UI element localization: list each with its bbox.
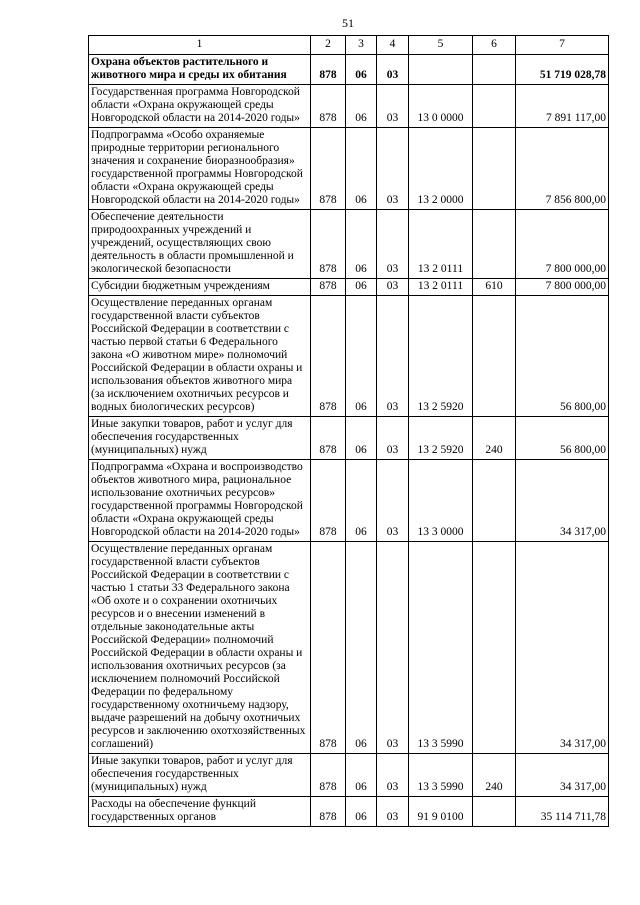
expense-type-cell — [473, 85, 516, 128]
column-header: 5 — [409, 36, 473, 55]
row-title-cell: Иные закупки товаров, работ и услуг для обеспечения государственных (муниципальных) нужд — [89, 754, 311, 797]
amount-cell: 34 317,00 — [516, 754, 609, 797]
grbs-code-cell: 878 — [311, 210, 346, 279]
subsection-code-cell: 03 — [377, 210, 409, 279]
table-row — [89, 797, 609, 827]
section-code-cell: 06 — [346, 279, 377, 296]
grbs-code-cell: 878 — [311, 417, 346, 460]
target-article-cell: 13 3 0000 — [409, 460, 473, 542]
amount-cell: 7 856 800,00 — [516, 128, 609, 210]
grbs-code-cell: 878 — [311, 128, 346, 210]
table-row — [89, 417, 609, 460]
amount-cell: 34 317,00 — [516, 460, 609, 542]
column-header: 6 — [473, 36, 516, 55]
section-code-cell: 06 — [346, 797, 377, 827]
budget-table-body — [89, 36, 609, 827]
target-article-cell: 13 2 0000 — [409, 128, 473, 210]
section-code-cell: 06 — [346, 754, 377, 797]
section-code-cell: 06 — [346, 85, 377, 128]
target-article-cell: 13 2 0111 — [409, 279, 473, 296]
table-row — [89, 55, 609, 85]
expense-type-cell — [473, 296, 516, 417]
budget-table — [88, 35, 609, 827]
amount-cell: 34 317,00 — [516, 542, 609, 754]
amount-cell: 56 800,00 — [516, 417, 609, 460]
page-sheet — [88, 16, 608, 827]
amount-cell: 7 800 000,00 — [516, 279, 609, 296]
target-article-cell — [409, 55, 473, 85]
expense-type-cell: 240 — [473, 754, 516, 797]
expense-type-cell — [473, 210, 516, 279]
table-row — [89, 542, 609, 754]
expense-type-cell — [473, 128, 516, 210]
amount-cell: 7 800 000,00 — [516, 210, 609, 279]
page-number: 51 — [342, 16, 354, 30]
subsection-code-cell: 03 — [377, 460, 409, 542]
row-title-cell: Осуществление переданных органам государственной власти субъектов Российской Федерации в соответствии с частью 1 статьи 33 Федерального закона «Об охоте и о сохранении охотничьих ресурсов и о внесении изменений в отдельные законодательные акты Российской Федерации» полномочий Российской Федерации в области охраны и использования охотничьих ресурсов (за исключением полномочий Российской Федерации по федеральному государственному охотничьему надзору, выдаче разрешений на добычу охотничьих ресурсов и заключению охотхозяйственных соглашений) — [89, 542, 311, 754]
expense-type-cell — [473, 797, 516, 827]
grbs-code-cell: 878 — [311, 279, 346, 296]
target-article-cell: 91 9 0100 — [409, 797, 473, 827]
subsection-code-cell: 03 — [377, 754, 409, 797]
table-row — [89, 296, 609, 417]
section-code-cell: 06 — [346, 210, 377, 279]
amount-cell: 7 891 117,00 — [516, 85, 609, 128]
expense-type-cell — [473, 460, 516, 542]
row-title-cell: Государственная программа Новгородской области «Охрана окружающей среды Новгородской области на 2014-2020 годы» — [89, 85, 311, 128]
row-title-cell: Обеспечение деятельности природоохранных учреждений и учреждений, осуществляющих свою деятельность в области промышленной и экологической безопасности — [89, 210, 311, 279]
amount-cell: 56 800,00 — [516, 296, 609, 417]
row-title-cell: Расходы на обеспечение функций государственных органов — [89, 797, 311, 827]
subsection-code-cell: 03 — [377, 85, 409, 128]
row-title-cell: Иные закупки товаров, работ и услуг для обеспечения государственных (муниципальных) нужд — [89, 417, 311, 460]
row-title-cell: Подпрограмма «Особо охраняемые природные территории регионального значения и сохранение биоразнообразия» государственной программы Новгородской области «Охрана окружающей среды Новгородской области на 2014-2020 годы» — [89, 128, 311, 210]
column-header: 3 — [346, 36, 377, 55]
expense-type-cell — [473, 55, 516, 85]
table-row — [89, 128, 609, 210]
amount-cell: 51 719 028,78 — [516, 55, 609, 85]
expense-type-cell: 610 — [473, 279, 516, 296]
subsection-code-cell: 03 — [377, 279, 409, 296]
target-article-cell: 13 3 5990 — [409, 542, 473, 754]
target-article-cell: 13 2 5920 — [409, 296, 473, 417]
grbs-code-cell: 878 — [311, 296, 346, 417]
target-article-cell: 13 2 0111 — [409, 210, 473, 279]
table-header-row — [89, 36, 609, 55]
grbs-code-cell: 878 — [311, 754, 346, 797]
row-title-cell: Охрана объектов растительного и животного мира и среды их обитания — [89, 55, 311, 85]
target-article-cell: 13 0 0000 — [409, 85, 473, 128]
section-code-cell: 06 — [346, 542, 377, 754]
table-row — [89, 210, 609, 279]
row-title-cell: Подпрограмма «Охрана и воспроизводство объектов животного мира, рациональное использование охотничьих ресурсов» государственной программы Новгородской области «Охрана окружающей среды Новгородской области на 2014-2020 годы» — [89, 460, 311, 542]
table-row — [89, 460, 609, 542]
target-article-cell: 13 2 5920 — [409, 417, 473, 460]
column-header: 1 — [89, 36, 311, 55]
target-article-cell: 13 3 5990 — [409, 754, 473, 797]
subsection-code-cell: 03 — [377, 797, 409, 827]
grbs-code-cell: 878 — [311, 85, 346, 128]
subsection-code-cell: 03 — [377, 55, 409, 85]
table-row — [89, 85, 609, 128]
subsection-code-cell: 03 — [377, 542, 409, 754]
amount-cell: 35 114 711,78 — [516, 797, 609, 827]
section-code-cell: 06 — [346, 417, 377, 460]
column-header: 4 — [377, 36, 409, 55]
grbs-code-cell: 878 — [311, 797, 346, 827]
row-title-cell: Субсидии бюджетным учреждениям — [89, 279, 311, 296]
section-code-cell: 06 — [346, 55, 377, 85]
section-code-cell: 06 — [346, 460, 377, 542]
grbs-code-cell: 878 — [311, 542, 346, 754]
expense-type-cell: 240 — [473, 417, 516, 460]
subsection-code-cell: 03 — [377, 417, 409, 460]
grbs-code-cell: 878 — [311, 460, 346, 542]
table-row — [89, 279, 609, 296]
expense-type-cell — [473, 542, 516, 754]
subsection-code-cell: 03 — [377, 128, 409, 210]
table-row — [89, 754, 609, 797]
section-code-cell: 06 — [346, 128, 377, 210]
column-header: 2 — [311, 36, 346, 55]
row-title-cell: Осуществление переданных органам государственной власти субъектов Российской Федерации в соответствии с частью первой статьи 6 Федерального закона «О животном мире» полномочий Российской Федерации в области охраны и использования объектов животного мира (за исключением охотничьих ресурсов и водных биологических ресурсов) — [89, 296, 311, 417]
column-header: 7 — [516, 36, 609, 55]
section-code-cell: 06 — [346, 296, 377, 417]
grbs-code-cell: 878 — [311, 55, 346, 85]
subsection-code-cell: 03 — [377, 296, 409, 417]
